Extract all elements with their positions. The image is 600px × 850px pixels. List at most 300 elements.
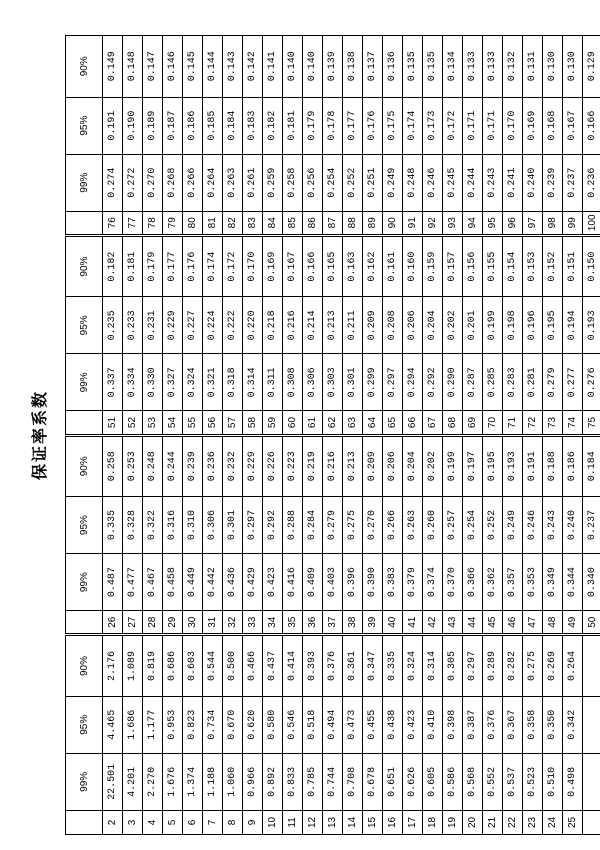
coefficient-cell: 0.174: [203, 235, 223, 296]
sample-size-cell: 37: [323, 611, 343, 635]
coefficient-cell: 4.201: [123, 753, 143, 810]
coefficient-cell: 0.282: [503, 635, 523, 696]
table-row: [283, 36, 303, 835]
coefficient-cell: 0.275: [523, 635, 543, 696]
coefficient-cell: 0.301: [343, 354, 363, 411]
coefficient-cell: 0.498: [563, 753, 583, 810]
coefficient-cell: 0.254: [463, 497, 483, 554]
sample-size-cell: 95: [483, 211, 503, 235]
coefficient-cell: 0.376: [323, 635, 343, 696]
sample-size-cell: 41: [403, 611, 423, 635]
coefficient-cell: 0.518: [303, 696, 323, 753]
coefficient-cell: 0.146: [163, 36, 183, 98]
coefficient-cell: 0.155: [483, 235, 503, 296]
coefficient-cell: 2.176: [103, 635, 123, 696]
coefficient-cell: 0.174: [403, 97, 423, 154]
coefficient-cell: 0.206: [403, 297, 423, 354]
coefficient-cell: 0.186: [183, 97, 203, 154]
coefficient-cell: 0.466: [243, 635, 263, 696]
coefficient-cell: 0.173: [423, 97, 443, 154]
coefficient-cell: 0.467: [143, 554, 163, 611]
coefficient-cell: 0.162: [363, 235, 383, 296]
coefficient-cell: 0.248: [403, 154, 423, 211]
sample-size-cell: 81: [203, 211, 223, 235]
coefficient-cell: 0.171: [463, 97, 483, 154]
coefficient-cell: 0.510: [543, 753, 563, 810]
coefficient-cell: 4.465: [103, 696, 123, 753]
coefficient-cell: 0.236: [583, 154, 600, 211]
coefficient-cell: 0.258: [283, 154, 303, 211]
coefficient-cell: 0.198: [503, 297, 523, 354]
sample-size-cell: 48: [543, 611, 563, 635]
sample-size-cell: 47: [523, 611, 543, 635]
coefficient-cell: 0.261: [243, 154, 263, 211]
coefficient-cell: 0.284: [303, 497, 323, 554]
coefficient-cell: 0.140: [283, 36, 303, 98]
table-row: [583, 36, 600, 835]
coefficient-cell: 0.651: [383, 753, 403, 810]
coefficient-cell: 0.318: [223, 354, 243, 411]
coefficient-cell: 0.314: [243, 354, 263, 411]
sample-size-cell: 59: [263, 411, 283, 435]
coefficient-cell: 0.390: [363, 554, 383, 611]
sample-size-cell: 17: [403, 810, 423, 834]
sample-size-cell: 2: [103, 810, 123, 834]
coefficient-cell: 0.287: [463, 354, 483, 411]
coefficient-cell: 0.277: [563, 354, 583, 411]
coefficient-cell: 0.141: [263, 36, 283, 98]
sample-size-cell: 87: [323, 211, 343, 235]
coefficient-cell: 0.220: [243, 297, 263, 354]
coefficient-cell: 0.367: [503, 696, 523, 753]
coefficient-cell: 0.229: [243, 435, 263, 496]
coefficient-cell: 0.306: [203, 497, 223, 554]
sample-size-cell: 36: [303, 611, 323, 635]
sample-size-cell: 49: [563, 611, 583, 635]
coefficient-cell: 0.153: [523, 235, 543, 296]
sample-size-cell: 69: [463, 411, 483, 435]
coefficient-cell: 0.176: [183, 235, 203, 296]
coefficient-cell: 0.249: [383, 154, 403, 211]
coefficient-cell: 0.240: [563, 497, 583, 554]
sample-size-cell: 4: [143, 810, 163, 834]
sample-size-cell: 93: [443, 211, 463, 235]
sample-size-cell: 32: [223, 611, 243, 635]
sample-size-cell: 20: [463, 810, 483, 834]
coefficient-cell: 0.166: [583, 97, 600, 154]
coefficient-cell: 0.259: [263, 154, 283, 211]
coefficient-cell: 0.140: [303, 36, 323, 98]
coefficient-cell: 0.328: [123, 497, 143, 554]
header-confidence: 95%: [66, 97, 103, 154]
sample-size-cell: 58: [243, 411, 263, 435]
sample-size-cell: 88: [343, 211, 363, 235]
sample-size-cell: 79: [163, 211, 183, 235]
sample-size-cell: 67: [423, 411, 443, 435]
sample-size-cell: 6: [183, 810, 203, 834]
sample-size-cell: 10: [263, 810, 283, 834]
coefficient-cell: 0.314: [423, 635, 443, 696]
coefficient-cell: 0.272: [123, 154, 143, 211]
coefficient-cell: 0.324: [183, 354, 203, 411]
coefficient-cell: 0.179: [303, 97, 323, 154]
coefficient-cell: 0.151: [563, 235, 583, 296]
coefficient-cell: 0.178: [323, 97, 343, 154]
sample-size-cell: 96: [503, 211, 523, 235]
sample-size-cell: 85: [283, 211, 303, 235]
coefficient-cell: 0.237: [583, 497, 600, 554]
coefficient-cell: 0.353: [523, 554, 543, 611]
coefficient-cell: 0.204: [403, 435, 423, 496]
coefficient-cell: 0.132: [503, 36, 523, 98]
header-confidence: 95%: [66, 297, 103, 354]
sample-size-cell: 9: [243, 810, 263, 834]
coefficient-cell: 0.248: [143, 435, 163, 496]
table-row: [103, 36, 123, 835]
coefficient-cell: 0.252: [483, 497, 503, 554]
coefficient-cell: 0.263: [223, 154, 243, 211]
header-confidence: 99%: [66, 554, 103, 611]
sample-size-cell: 40: [383, 611, 403, 635]
coefficient-cell: 0.321: [203, 354, 223, 411]
coefficient-cell: 0.187: [163, 97, 183, 154]
coefficient-cell: 0.254: [323, 154, 343, 211]
coefficient-cell: 0.150: [583, 235, 600, 296]
coefficient-cell: 0.330: [143, 354, 163, 411]
coefficient-cell: 0.523: [523, 753, 543, 810]
coefficient-cell: 0.209: [363, 297, 383, 354]
coefficient-cell: 0.477: [123, 554, 143, 611]
coefficient-cell: 0.244: [463, 154, 483, 211]
coefficient-cell: 0.239: [183, 435, 203, 496]
coefficient-cell: 0.224: [203, 297, 223, 354]
header-confidence: 90%: [66, 435, 103, 496]
coefficient-cell: 0.246: [423, 154, 443, 211]
coefficient-cell: 0.335: [383, 635, 403, 696]
coefficient-cell: 0.175: [383, 97, 403, 154]
coefficient-cell: 0.270: [143, 154, 163, 211]
sample-size-cell: 56: [203, 411, 223, 435]
coefficient-cell: 0.316: [163, 497, 183, 554]
sample-size-cell: 55: [183, 411, 203, 435]
sample-size-cell: 25: [563, 810, 583, 834]
sample-size-cell: 38: [343, 611, 363, 635]
coefficient-cell: 0.334: [123, 354, 143, 411]
sample-size-cell: 84: [263, 211, 283, 235]
coefficient-cell: 0.213: [343, 435, 363, 496]
coefficient-cell: 0.274: [103, 154, 123, 211]
coefficient-cell: 0.500: [223, 635, 243, 696]
sample-size-cell: 61: [303, 411, 323, 435]
sample-size-cell: 70: [483, 411, 503, 435]
coefficient-cell: 0.322: [143, 497, 163, 554]
coefficient-cell: 0.181: [283, 97, 303, 154]
coefficient-cell: 0.297: [463, 635, 483, 696]
sample-size-cell: 29: [163, 611, 183, 635]
coefficient-cell: 0.136: [383, 36, 403, 98]
coefficient-cell: 0.264: [203, 154, 223, 211]
coefficient-cell: 0.208: [383, 297, 403, 354]
coefficient-cell: 0.169: [263, 235, 283, 296]
coefficient-cell: 0.266: [383, 497, 403, 554]
coefficient-cell: 0.177: [343, 97, 363, 154]
coefficient-cell: 0.494: [323, 696, 343, 753]
sample-size-cell: 77: [123, 211, 143, 235]
sample-size-cell: 15: [363, 810, 383, 834]
sample-size-cell: 46: [503, 611, 523, 635]
sample-size-cell: 99: [563, 211, 583, 235]
coefficient-cell: [583, 696, 600, 753]
coefficient-cell: 0.172: [223, 235, 243, 296]
coefficient-cell: 0.362: [483, 554, 503, 611]
coefficient-cell: 0.236: [203, 435, 223, 496]
coefficient-cell: 0.438: [383, 696, 403, 753]
sample-size-cell: 94: [463, 211, 483, 235]
coefficient-cell: 1.060: [223, 753, 243, 810]
coefficient-cell: 2.270: [143, 753, 163, 810]
page-title: 保证率系数: [30, 390, 49, 481]
sample-size-cell: 52: [123, 411, 143, 435]
coefficient-cell: 0.249: [503, 497, 523, 554]
coefficient-cell: 0.403: [323, 554, 343, 611]
coefficient-cell: 0.165: [323, 235, 343, 296]
coefficient-cell: 0.199: [483, 297, 503, 354]
sample-size-cell: 68: [443, 411, 463, 435]
table-row: [423, 36, 443, 835]
coefficient-cell: 0.245: [443, 154, 463, 211]
coefficient-cell: 0.294: [403, 354, 423, 411]
coefficient-cell: 0.139: [323, 36, 343, 98]
table-row: [563, 36, 583, 835]
sample-size-cell: 66: [403, 411, 423, 435]
coefficient-cell: 0.145: [183, 36, 203, 98]
coefficient-cell: 0.626: [403, 753, 423, 810]
coefficient-cell: 0.135: [403, 36, 423, 98]
coefficient-cell: 0.376: [483, 696, 503, 753]
coefficient-cell: 0.568: [463, 753, 483, 810]
sample-size-cell: 65: [383, 411, 403, 435]
header-row: [66, 36, 103, 835]
sample-size-cell: 72: [523, 411, 543, 435]
coefficient-cell: 0.275: [343, 497, 363, 554]
coefficient-cell: 0.258: [103, 435, 123, 496]
coefficient-cell: 0.244: [163, 435, 183, 496]
coefficient-cell: 0.253: [123, 435, 143, 496]
sample-size-cell: 100: [583, 211, 600, 235]
sample-size-cell: 43: [443, 611, 463, 635]
coefficient-cell: 0.227: [183, 297, 203, 354]
coefficient-cell: 0.235: [103, 297, 123, 354]
sample-size-cell: 26: [103, 611, 123, 635]
coefficient-cell: 0.241: [503, 154, 523, 211]
sample-size-cell: 75: [583, 411, 600, 435]
coefficient-cell: 0.342: [563, 696, 583, 753]
coefficient-cell: [583, 635, 600, 696]
coefficient-cell: 0.966: [243, 753, 263, 810]
coefficient-cell: 1.374: [183, 753, 203, 810]
coefficient-cell: 0.166: [303, 235, 323, 296]
coefficient-cell: 0.785: [303, 753, 323, 810]
coefficient-cell: 0.335: [103, 497, 123, 554]
header-confidence: 99%: [66, 154, 103, 211]
coefficient-cell: 0.324: [403, 635, 423, 696]
coefficient-cell: 0.953: [163, 696, 183, 753]
coefficient-cell: 0.233: [123, 297, 143, 354]
coefficient-cell: 0.349: [543, 554, 563, 611]
header-n-blank: [66, 611, 103, 635]
coefficient-cell: 0.156: [463, 235, 483, 296]
coefficient-cell: 0.396: [343, 554, 363, 611]
header-confidence: 99%: [66, 354, 103, 411]
coefficient-cell: 0.168: [543, 97, 563, 154]
coefficient-cell: 0.189: [143, 97, 163, 154]
coefficient-cell: 0.184: [223, 97, 243, 154]
header-confidence: 95%: [66, 497, 103, 554]
coefficient-cell: 0.184: [583, 435, 600, 496]
coefficient-cell: 0.270: [363, 497, 383, 554]
sample-size-cell: 83: [243, 211, 263, 235]
coefficient-cell: 0.133: [463, 36, 483, 98]
coefficient-cell: 0.344: [563, 554, 583, 611]
coefficient-cell: 0.266: [183, 154, 203, 211]
table-body: [103, 36, 600, 835]
sample-size-cell: 12: [303, 810, 323, 834]
sample-size-cell: 31: [203, 611, 223, 635]
coefficient-cell: 0.586: [443, 753, 463, 810]
coefficient-cell: 0.423: [403, 696, 423, 753]
coefficient-cell: 0.135: [423, 36, 443, 98]
coefficient-cell: 0.143: [223, 36, 243, 98]
sample-size-cell: 42: [423, 611, 443, 635]
coefficient-cell: 0.297: [383, 354, 403, 411]
coefficient-cell: 0.159: [423, 235, 443, 296]
sample-size-cell: 33: [243, 611, 263, 635]
sample-size-cell: 22: [503, 810, 523, 834]
coefficient-cell: 0.223: [283, 435, 303, 496]
sample-size-cell: 71: [503, 411, 523, 435]
coefficient-cell: 0.473: [343, 696, 363, 753]
coefficient-cell: 0.171: [483, 97, 503, 154]
header-confidence: 90%: [66, 635, 103, 696]
coefficient-cell: 0.191: [523, 435, 543, 496]
coefficient-cell: 0.185: [203, 97, 223, 154]
coefficient-cell: 0.142: [243, 36, 263, 98]
coefficient-cell: 0.374: [423, 554, 443, 611]
coefficient-cell: 0.182: [103, 235, 123, 296]
sample-size-cell: 80: [183, 211, 203, 235]
sample-size-cell: 14: [343, 810, 363, 834]
sample-size-cell: 74: [563, 411, 583, 435]
sample-size-cell: 92: [423, 211, 443, 235]
coefficient-cell: 0.226: [263, 435, 283, 496]
coefficient-cell: 0.303: [323, 354, 343, 411]
coefficient-cell: 0.744: [323, 753, 343, 810]
coefficient-cell: 0.819: [143, 635, 163, 696]
coefficient-cell: 0.487: [103, 554, 123, 611]
coefficient-cell: 0.379: [403, 554, 423, 611]
coefficient-cell: 0.201: [463, 297, 483, 354]
coefficient-cell: 0.222: [223, 297, 243, 354]
coefficient-cell: 0.383: [383, 554, 403, 611]
coefficient-cell: 0.393: [303, 635, 323, 696]
coefficient-cell: 0.268: [163, 154, 183, 211]
coefficient-cell: 0.183: [243, 97, 263, 154]
sample-size-cell: 23: [523, 810, 543, 834]
coefficient-cell: 0.436: [223, 554, 243, 611]
table-row: [463, 36, 483, 835]
coefficient-cell: 0.708: [343, 753, 363, 810]
table-row: [123, 36, 143, 835]
sample-size-cell: 21: [483, 810, 503, 834]
coefficient-cell: 0.170: [243, 235, 263, 296]
sample-size-cell: 63: [343, 411, 363, 435]
coefficient-cell: 0.218: [263, 297, 283, 354]
coefficient-cell: 0.193: [583, 297, 600, 354]
coefficient-cell: 0.437: [263, 635, 283, 696]
coefficient-cell: 0.544: [203, 635, 223, 696]
coefficient-cell: 0.546: [283, 696, 303, 753]
coefficient-cell: 1.676: [163, 753, 183, 810]
coefficient-cell: 0.177: [163, 235, 183, 296]
coefficient-cell: 0.409: [303, 554, 323, 611]
coefficient-cell: 1.188: [203, 753, 223, 810]
sample-size-cell: 30: [183, 611, 203, 635]
table-row: [523, 36, 543, 835]
sample-size-cell: 11: [283, 810, 303, 834]
coefficient-cell: 0.148: [123, 36, 143, 98]
coefficient-cell: 0.290: [443, 354, 463, 411]
coefficient-cell: 0.350: [543, 696, 563, 753]
sample-size-cell: 60: [283, 411, 303, 435]
coefficient-cell: 0.161: [383, 235, 403, 296]
sample-size-cell: 8: [223, 810, 243, 834]
coefficient-cell: 0.387: [463, 696, 483, 753]
coefficient-cell: 1.089: [123, 635, 143, 696]
coefficient-cell: 0.144: [203, 36, 223, 98]
coefficient-cell: 0.231: [143, 297, 163, 354]
sample-size-cell: 62: [323, 411, 343, 435]
table-row: [443, 36, 463, 835]
coefficient-cell: 0.357: [503, 554, 523, 611]
coefficient-cell: 0.197: [463, 435, 483, 496]
table-row: [343, 36, 363, 835]
coefficient-cell: 0.131: [523, 36, 543, 98]
coefficient-cell: 0.370: [443, 554, 463, 611]
coefficient-cell: 0.337: [103, 354, 123, 411]
coefficient-cell: 0.305: [443, 635, 463, 696]
coefficient-cell: 0.188: [543, 435, 563, 496]
table-row: [363, 36, 383, 835]
coefficient-cell: 0.347: [363, 635, 383, 696]
coefficient-cell: 0.281: [523, 354, 543, 411]
sample-size-cell: 18: [423, 810, 443, 834]
sample-size-cell: 44: [463, 611, 483, 635]
coefficient-cell: 0.678: [363, 753, 383, 810]
coefficient-cell: 0.670: [223, 696, 243, 753]
table-row: [183, 36, 203, 835]
coefficient-cell: 0.202: [423, 435, 443, 496]
coefficient-cell: 0.181: [123, 235, 143, 296]
sample-size-cell: 5: [163, 810, 183, 834]
header-n-blank: [66, 211, 103, 235]
table-row: [223, 36, 243, 835]
table-row: [143, 36, 163, 835]
coefficient-cell: 0.170: [503, 97, 523, 154]
coefficient-cell: 0.219: [303, 435, 323, 496]
table-row: [203, 36, 223, 835]
coefficient-cell: 0.580: [263, 696, 283, 753]
coefficient-cell: 0.279: [543, 354, 563, 411]
